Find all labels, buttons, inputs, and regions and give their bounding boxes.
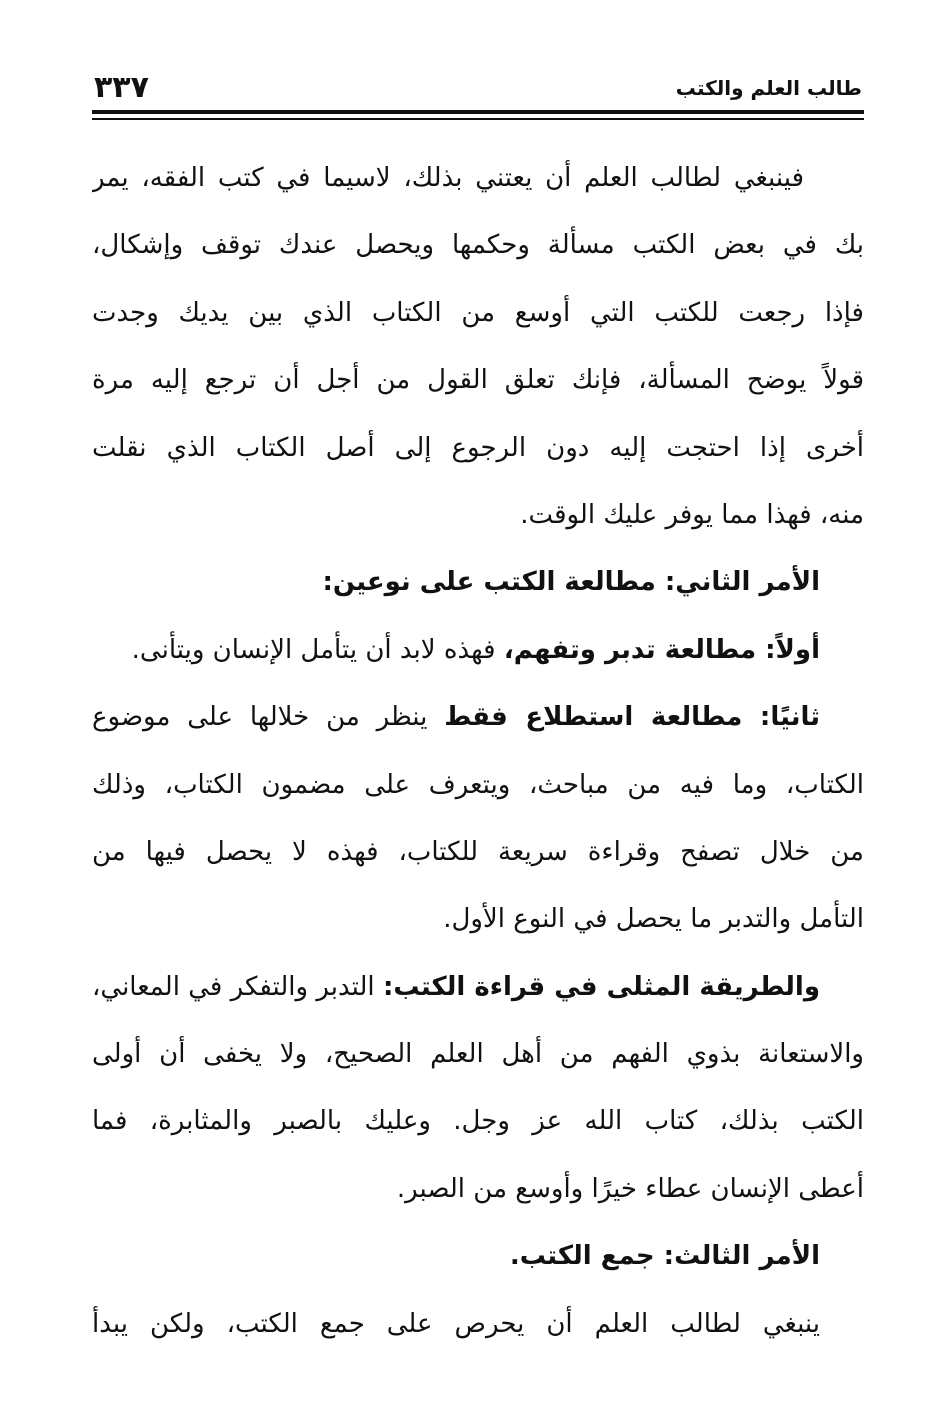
text-line — [92, 1088, 864, 1155]
text-line — [92, 1021, 864, 1088]
paragraph-text: التدبر والتفكر في المعاني، — [92, 971, 383, 1002]
text-line — [92, 819, 864, 886]
text-line — [92, 617, 864, 684]
text-line — [92, 280, 864, 347]
section-heading: الأمر الثالث: جمع الكتب. — [509, 1241, 820, 1272]
text-line — [92, 1291, 864, 1358]
paragraph-text: أخرى إذا احتجت إليه دون الرجوع إلى أصل الكتاب الذي نقلت — [92, 432, 864, 463]
text-line — [92, 212, 864, 279]
paragraph-text: بك في بعض الكتب مسألة وحكمها ويحصل عندك توقف وإشكال، — [92, 230, 864, 261]
text-line — [92, 415, 864, 482]
paragraph-text: الكتاب، وما فيه من مباحث، ويتعرف على مضمون الكتاب، وذلك — [92, 769, 864, 800]
paragraph-text: أعطى الإنسان عطاء خيرًا وأوسع من الصبر. — [396, 1173, 864, 1204]
paragraph-text: ينبغي لطالب العلم أن يحرص على جمع الكتب، ولكن يبدأ — [92, 1308, 820, 1339]
text-line — [92, 347, 864, 414]
header-rule-thick — [92, 110, 864, 114]
paragraph-text: منه، فهذا مما يوفر عليك الوقت. — [520, 499, 864, 530]
paragraph-text: والاستعانة بذوي الفهم من أهل العلم الصحيح، ولا يخفى أن أولى — [92, 1039, 864, 1070]
text-line — [92, 886, 864, 953]
text-line — [92, 1156, 864, 1223]
paragraph-text: الكتب بذلك، كتاب الله عز وجل. وعليك بالصبر والمثابرة، فما — [92, 1106, 864, 1137]
section-heading: الأمر الثاني: مطالعة الكتب على نوعين: — [322, 567, 820, 598]
running-title: طالب العلم والكتب — [675, 76, 862, 100]
body-text — [92, 145, 864, 1358]
paragraph-text: فينبغي لطالب العلم أن يعتني بذلك، لاسيما في كتب الفقه، يمر — [92, 163, 804, 193]
header-rule-thin — [92, 118, 864, 120]
paragraph-text: قولاً يوضح المسألة، فإنك تعلق القول من أجل أن ترجع إليه مرة — [92, 365, 864, 396]
paragraph-text: فهذه لابد أن يتأمل الإنسان ويتأنى. — [131, 634, 504, 665]
text-line — [92, 482, 864, 549]
running-header — [92, 68, 862, 108]
paragraph-text: ينظر من خلالها على موضوع — [92, 702, 445, 733]
text-line — [92, 752, 864, 819]
item-label: ثانيًا: مطالعة استطلاع فقط — [444, 702, 820, 733]
item-label: أولاً: مطالعة تدبر وتفهم، — [503, 634, 820, 665]
text-line — [92, 954, 864, 1021]
paragraph-text: فإذا رجعت للكتب التي أوسع من الكتاب الذي بين يديك وجدت — [92, 297, 864, 328]
page-number: ٣٣٧ — [94, 70, 149, 105]
text-line — [92, 549, 864, 616]
text-line — [92, 684, 864, 751]
item-label: والطريقة المثلى في قراءة الكتب: — [382, 971, 820, 1002]
paragraph-text: من خلال تصفح وقراءة سريعة للكتاب، فهذه لا يحصل فيها من — [92, 836, 864, 867]
text-line — [92, 1223, 864, 1290]
paragraph-text: التأمل والتدبر ما يحصل في النوع الأول. — [443, 904, 864, 935]
text-line — [92, 145, 864, 212]
